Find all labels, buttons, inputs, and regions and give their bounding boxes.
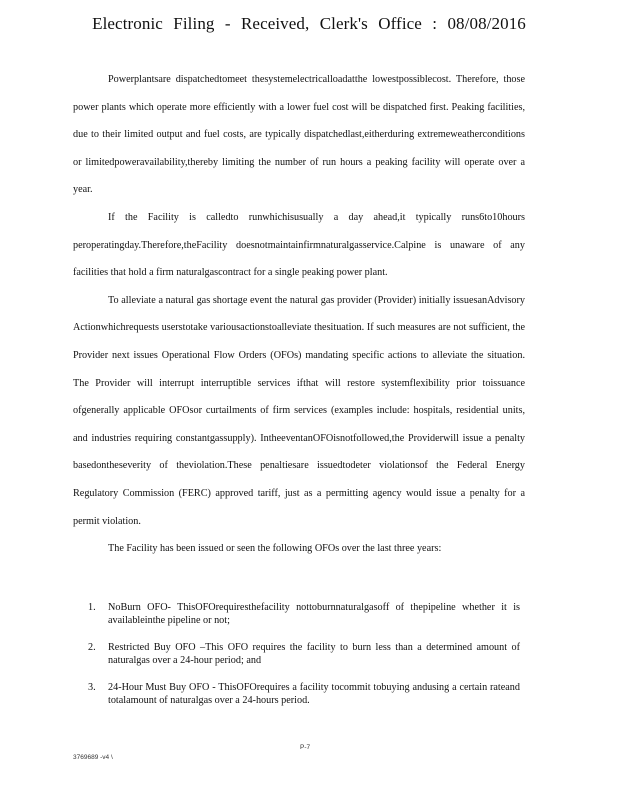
list-number: 3. <box>88 682 96 693</box>
paragraph: If the Facility is calledto runwhichisusually a day ahead,it typically runs6to10hours peroperatingday.Therefore,theFacility doesnotmaintainfirmnaturalgasservice.Calpine is unaware of any facilities that hold a firm naturalgascontract for a single peaking power plant. <box>73 211 525 279</box>
document-id: 3769689 -v4 \ <box>73 754 113 761</box>
paragraph: To alleviate a natural gas shortage event the natural gas provider (Provider) initially issuesanAdvisory Actionwhichrequests userstotake variousactionstoalleviate thesituation. If such measures are not sufficient, the Provider next issues Operational Flow Orders (OFOs) mandating specific actions to alleviate the situation. The Provider will interrupt interruptible services ifthat will restore systemflexibility prior toissuance ofgenerally applicable OFOsor curtailments of firm services (examples include: hospitals, residential units, and industries requiring constantgassupply). IntheeventanOFOisnotfollowed,the Providerwill issue a penalty basedontheseverity of theviolation.These penaltiesare issuedtodeter violationsof the Federal Energy Regulatory Commission (FERC) approved tariff, just as a permitting agency would issue a penalty for a permit violation. <box>73 294 525 527</box>
filing-header: Electronic Filing - Received, Clerk's Office : 08/08/2016 <box>92 14 526 33</box>
ofo-list <box>88 601 520 721</box>
list-item <box>88 601 520 627</box>
list-item <box>88 681 520 707</box>
list-number: 1. <box>88 602 96 613</box>
list-item-text: 24-Hour Must Buy OFO - ThisOFOrequires a facility tocommit tobuying andusing a certain rateand totalamount of naturalgas over a 24-hours period. <box>108 682 520 706</box>
paragraph: Powerplantsare dispatchedtomeet thesystemelectricalloadatthe lowestpossiblecost. Therefore, those power plants which operate more efficiently with a lower fuel cost will be dispatched first. Peaking facilities, due to their limited output and fuel costs, are typically dispatchedlast,eitherduring extremeweatherconditions or limitedpoweravailability,thereby limiting the number of run hours a peaking facility will operate over a year. <box>73 74 525 196</box>
list-item-text: Restricted Buy OFO –This OFO requires the facility to burn less than a determined amount of naturalgas over a 24-hour period; and <box>108 642 520 666</box>
list-item <box>88 641 520 667</box>
list-number: 2. <box>88 642 96 653</box>
page-number: P-7 <box>300 744 311 751</box>
paragraph: The Facility has been issued or seen the following OFOs over the last three years: <box>108 543 442 555</box>
list-item-text: NoBurn OFO- ThisOFOrequiresthefacility nottoburnnaturalgasoff of thepipeline whether it is availableinthe pipeline or not; <box>108 602 520 626</box>
body-text <box>73 66 525 563</box>
